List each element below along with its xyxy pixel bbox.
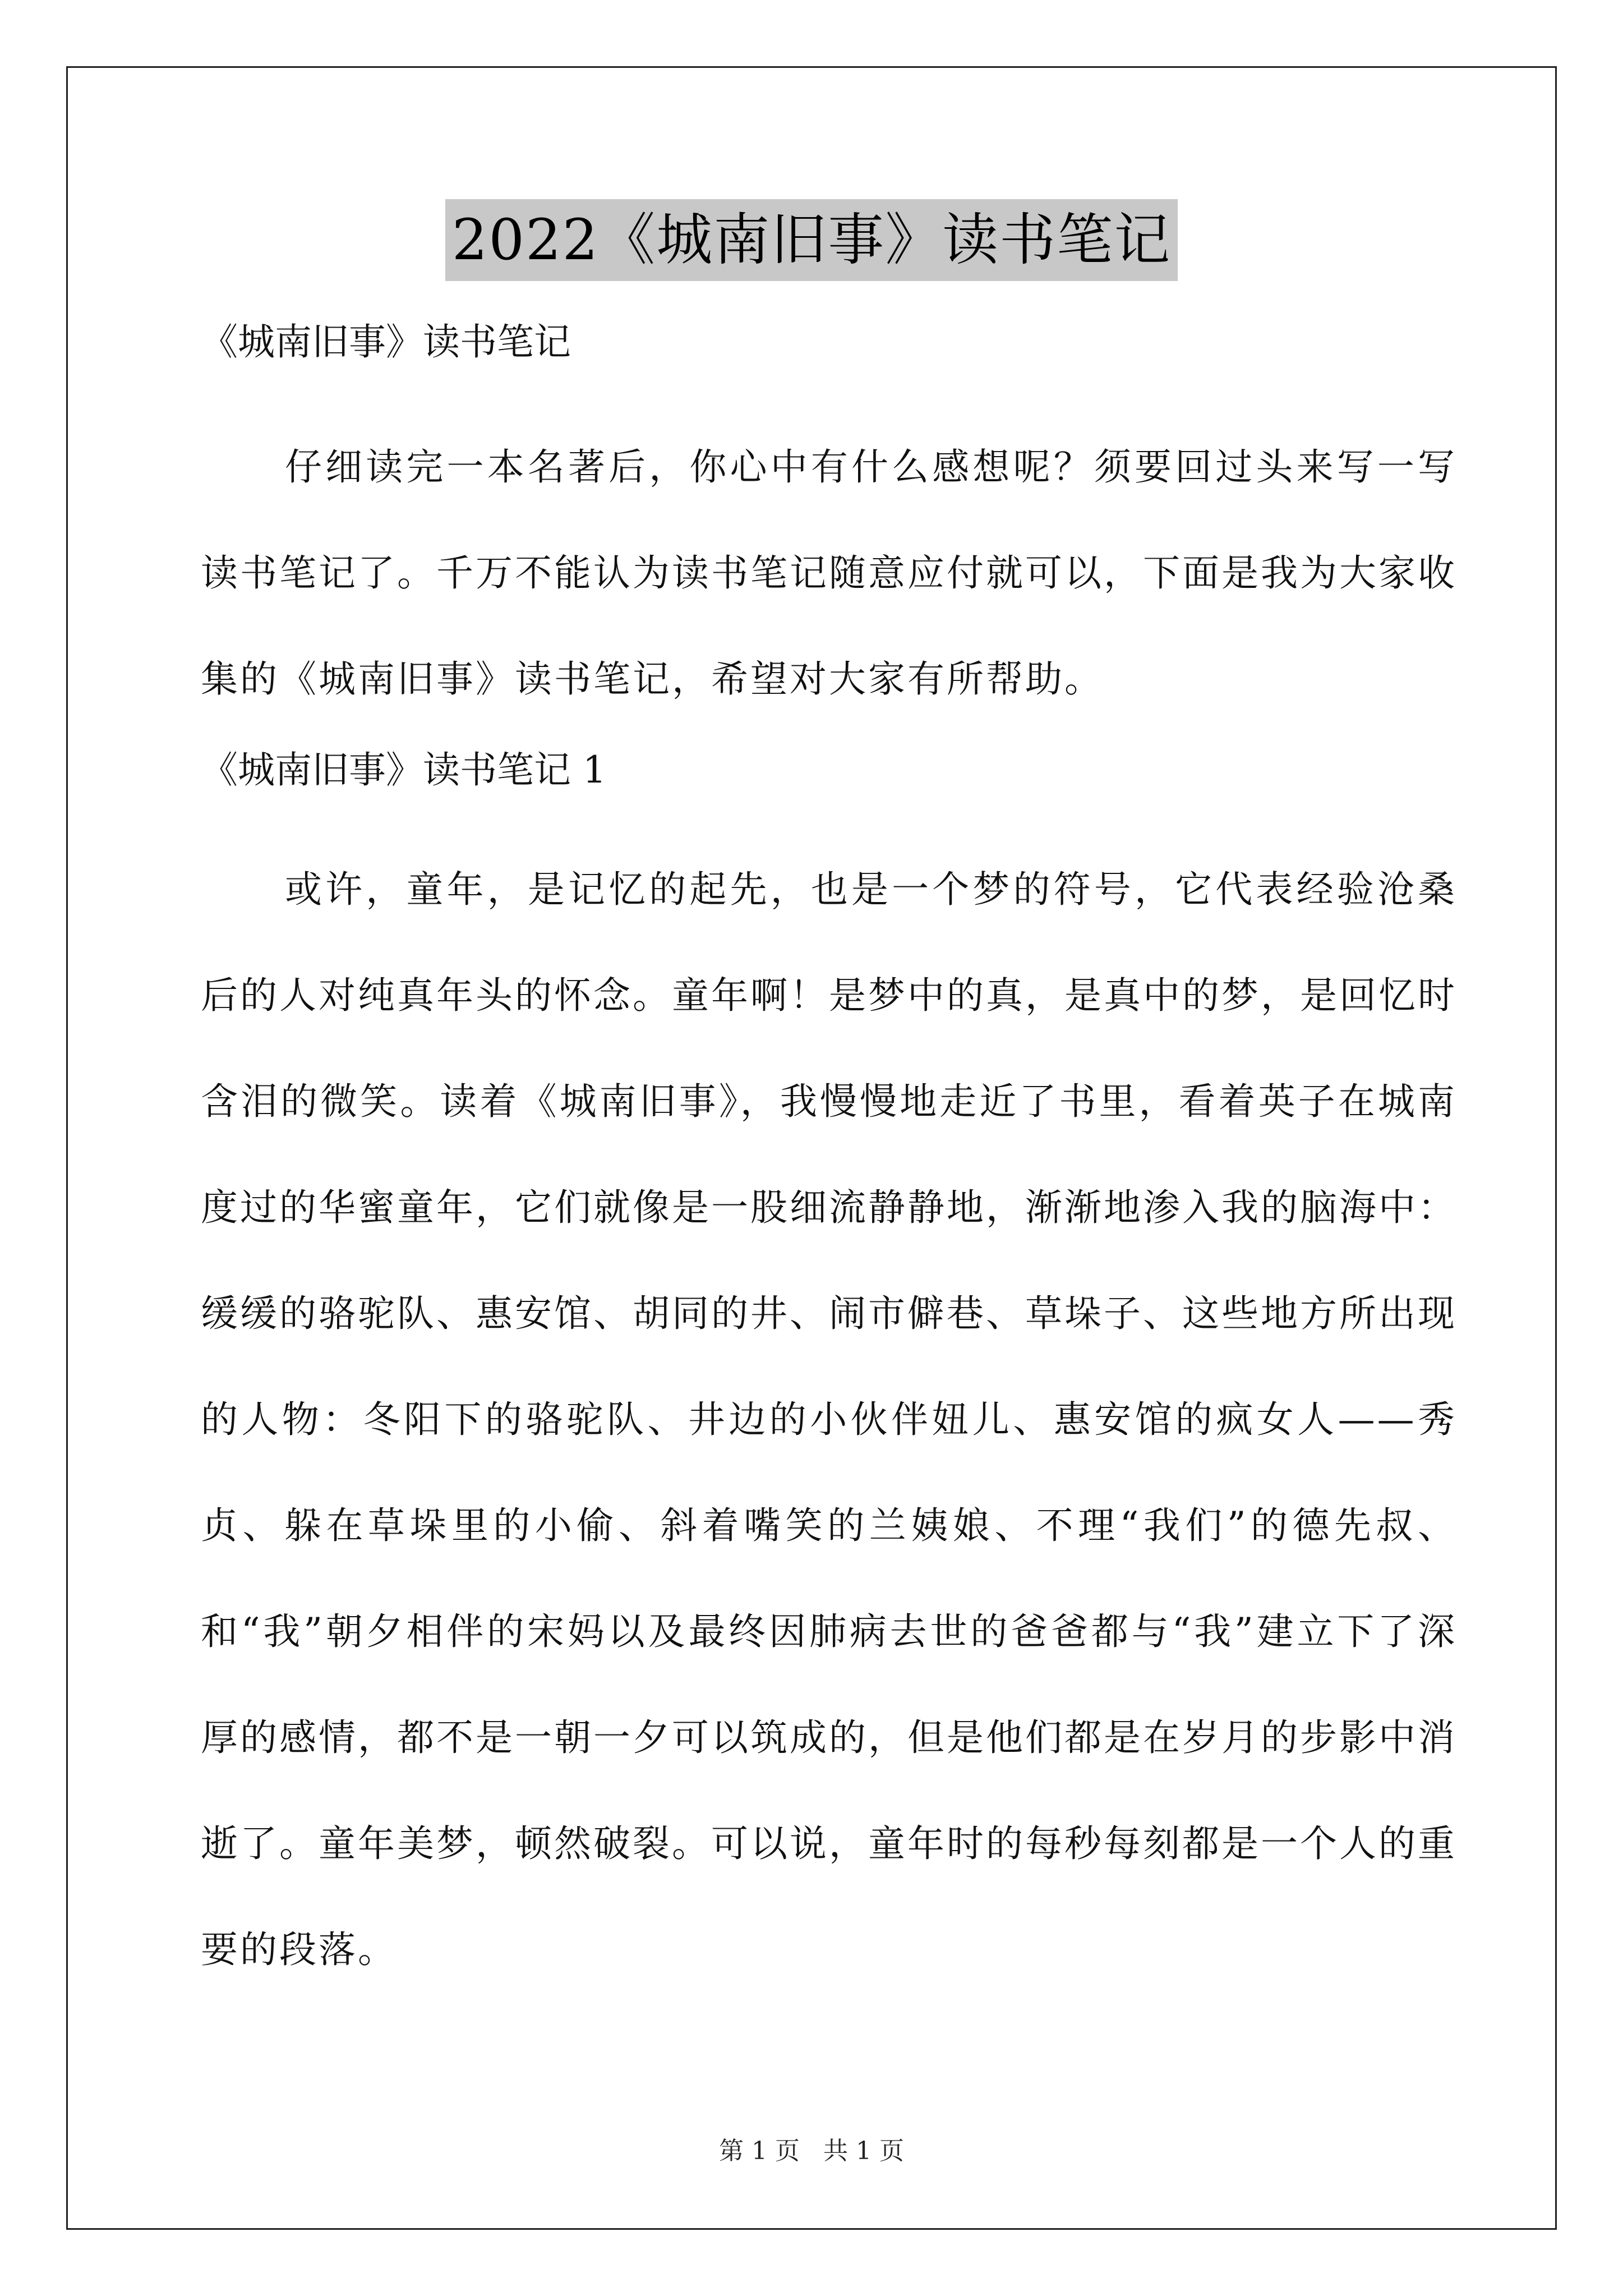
section-heading-1: 《城南旧事》读书笔记 1 xyxy=(201,748,606,792)
title-container xyxy=(0,199,1623,281)
page-footer: 第 1 页 共 1 页 xyxy=(719,2137,904,2165)
body-paragraph: 或许，童年，是记忆的起先，也是一个梦的符号，它代表经验沧桑后的人对纯真年头的怀念。童年啊！是梦中的真，是真中的梦，是回忆时含泪的微笑。读着《城南旧事》，我慢慢地走近了书里，看着英子在城南度过的华蜜童年，它们就像是一股细流静静地，渐渐地渗入我的脑海中：缓缓的骆驼队、惠安馆、胡同的井、闹市僻巷、草垛子、这些地方所出现的人物：冬阳下的骆驼队、井边的小伙伴妞儿、惠安馆的疯女人——秀贞、躲在草垛里的小偷、斜着嘴笑的兰姨娘、不理“我们”的德先叔、和“我”朝夕相伴的宋妈以及最终因肺病去世的爸爸都与“我”建立下了深厚的感情，都不是一朝一夕可以筑成的，但是他们都是在岁月的步影中消逝了。童年美梦，顿然破裂。可以说，童年时的每秒每刻都是一个人的重要的段落。 xyxy=(201,868,1457,1971)
section-heading: 《城南旧事》读书笔记 xyxy=(201,320,571,364)
document-title: 2022《城南旧事》读书笔记 xyxy=(445,199,1178,281)
document-body xyxy=(201,297,1457,2007)
intro-paragraph: 仔细读完一本名著后，你心中有什么感想呢？须要回过头来写一写读书笔记了。千万不能认为读书笔记随意应付就可以，下面是我为大家收集的《城南旧事》读书笔记，希望对大家有所帮助。 xyxy=(201,445,1457,701)
